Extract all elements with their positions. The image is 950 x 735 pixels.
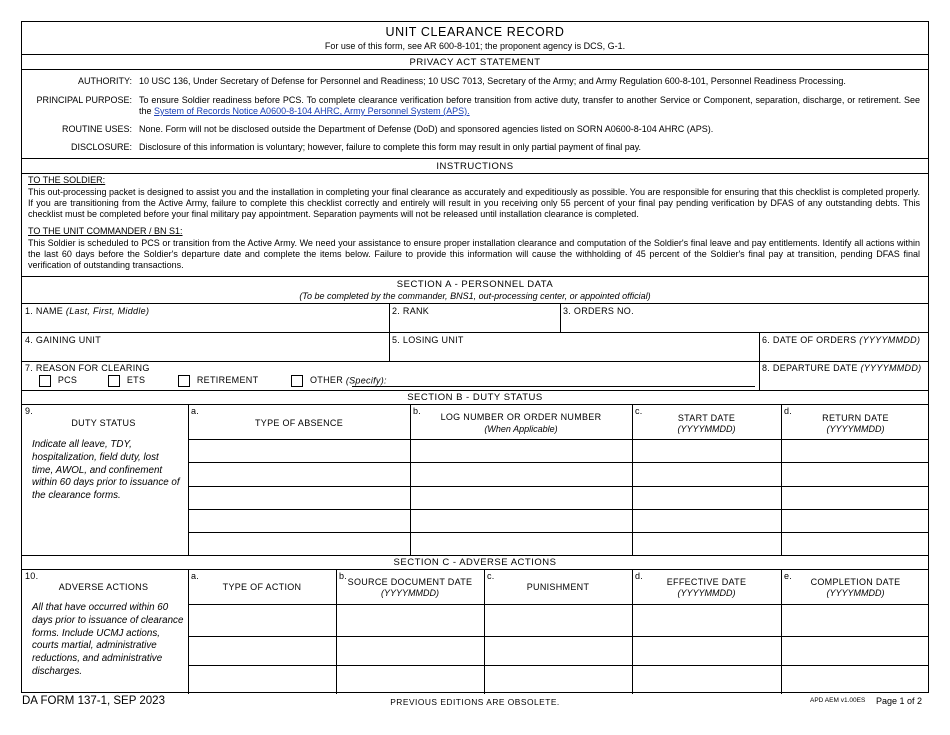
section-a-header: SECTION A - PERSONNEL DATA	[396, 279, 554, 290]
departure-date-field[interactable]	[762, 375, 924, 389]
divider	[22, 158, 928, 159]
divider	[22, 54, 928, 55]
disclosure-text: Disclosure of this information is voluntary; however, failure to complete this form may result in only partial payment of final pay.	[139, 142, 642, 152]
start-date-hint: (YYYYMMDD)	[677, 424, 736, 434]
section-a-subheader: (To be completed by the commander, BNS1, out-processing center, or appointed official)	[299, 291, 651, 301]
col-letter: c.	[487, 571, 495, 581]
duty-status-title: DUTY STATUS	[71, 418, 136, 428]
duty-num: 9.	[25, 406, 34, 416]
effective-date-hint: (YYYYMMDD)	[677, 588, 736, 598]
form-frame	[21, 21, 929, 693]
footer-form-id: DA FORM 137-1, SEP 2023	[22, 695, 165, 707]
pcs-checkbox[interactable]	[39, 375, 51, 387]
type-of-action-header: TYPE OF ACTION	[222, 582, 302, 592]
adverse-actions-note: All that have occurred within 60 days prior to issuance of clearance forms. Include UCMJ actions, courts martial, administrative reductions, and administrative discharges.	[32, 602, 184, 677]
divider	[22, 276, 928, 277]
commander-text: This Soldier is scheduled to PCS or transition from the Active Army. We need your assistance to ensure proper installation clearance and computation of the Soldier's final leave and pay entitlements. Identify all actions within the last 60 days before the Soldier's departure date and complete the items below. Failure to provide this information will cause the withholding of 45 percent of the Soldier's final pay at transition, pending DFAS final verification of outstanding transactions.	[28, 238, 920, 270]
log-number-header: LOG NUMBER OR ORDER NUMBER	[440, 412, 602, 422]
col-letter: d.	[635, 571, 644, 581]
instructions-header: INSTRUCTIONS	[436, 161, 514, 172]
divider	[22, 404, 928, 405]
adverse-actions-title: ADVERSE ACTIONS	[58, 582, 149, 592]
footer-obsolete: PREVIOUS EDITIONS ARE OBSOLETE.	[390, 697, 560, 707]
divider	[22, 361, 928, 362]
section-b-header: SECTION B - DUTY STATUS	[407, 392, 543, 403]
source-doc-date-hint: (YYYYMMDD)	[381, 588, 439, 598]
col-letter: a.	[191, 406, 200, 416]
effective-date-header: EFFECTIVE DATE	[666, 577, 747, 587]
retirement-checkbox[interactable]	[178, 375, 190, 387]
divider	[22, 69, 928, 70]
pcs-label: PCS	[57, 375, 78, 386]
soldier-text: This out-processing packet is designed to assist you and the installation in completing your final clearance as accurately and expeditiously as possible. You are responsible for ensuring that this checklist is completed properly. If you are transitioning from the Active Army, failure to complete this checklist correctly and entirely will result in you receiving only 55 percent of your final pay pending verification by DFAS of any outstanding debts. This checklist must be completed before your final military pay appointment. Separation payments will not be released until installation clearance is completed.	[28, 187, 920, 219]
col-letter: d.	[784, 406, 793, 416]
other-specify-field[interactable]	[352, 386, 755, 387]
other-hint: (Specify):	[345, 375, 387, 386]
footer-page: Page 1 of 2	[876, 696, 923, 706]
divider	[22, 173, 928, 174]
completion-date-hint: (YYYYMMDD)	[826, 588, 885, 598]
punishment-header: PUNISHMENT	[526, 582, 590, 592]
source-doc-date-header: SOURCE DOCUMENT DATE	[347, 577, 473, 587]
adverse-actions-table-body[interactable]	[189, 605, 930, 693]
orders-no-field[interactable]	[563, 318, 923, 332]
ets-label: ETS	[126, 375, 146, 386]
completion-date-header: COMPLETION DATE	[810, 577, 901, 587]
commander-heading: TO THE UNIT COMMANDER / BN S1:	[28, 226, 183, 236]
divider	[22, 569, 928, 570]
name-label: 1. NAME (Last, First, Middle)	[25, 306, 150, 316]
return-date-header: RETURN DATE	[822, 413, 889, 423]
purpose-label: PRINCIPAL PURPOSE:	[36, 95, 132, 105]
gaining-unit-field[interactable]	[26, 347, 386, 361]
duty-status-note: Indicate all leave, TDY, hospitalization, field duty, lost time, AWOL, and confinement within 60 days prior to issuance of the clearance forms.	[32, 439, 180, 502]
routine-label: ROUTINE USES:	[61, 124, 132, 134]
sorn-link[interactable]: System of Records Notice A0600-8-104 AHRC, Army Personnel System (APS).	[154, 105, 470, 116]
log-number-hint: (When Applicable)	[484, 424, 558, 434]
disclosure-label: DISCLOSURE:	[70, 142, 132, 152]
orders-no-label: 3. ORDERS NO.	[563, 306, 634, 316]
return-date-hint: (YYYYMMDD)	[826, 424, 885, 434]
adverse-num: 10.	[25, 571, 39, 581]
col-letter: b.	[413, 406, 422, 416]
type-of-absence-header: TYPE OF ABSENCE	[254, 418, 344, 428]
rank-field[interactable]	[392, 318, 557, 332]
duty-status-table-body[interactable]	[189, 440, 930, 554]
date-of-orders-label: 6. DATE OF ORDERS (YYYYMMDD)	[762, 335, 921, 345]
divider	[22, 555, 928, 556]
rank-label: 2. RANK	[392, 306, 430, 316]
soldier-heading: TO THE SOLDIER:	[28, 175, 106, 185]
name-field[interactable]	[26, 318, 386, 332]
privacy-header: PRIVACY ACT STATEMENT	[409, 57, 541, 68]
section-c-header: SECTION C - ADVERSE ACTIONS	[393, 557, 557, 568]
gaining-unit-label: 4. GAINING UNIT	[25, 335, 102, 345]
form-subtitle: For use of this form, see AR 600-8-101; the proponent agency is DCS, G-1.	[324, 41, 626, 51]
authority-text: 10 USC 136, Under Secretary of Defense for Personnel and Readiness; 10 USC 7013, Secretary of the Army; and Army Regulation 600-8-101, Personnel Readiness Processing.	[139, 76, 846, 86]
divider	[22, 332, 928, 333]
col-letter: a.	[191, 571, 200, 581]
losing-unit-label: 5. LOSING UNIT	[392, 335, 464, 345]
date-of-orders-field[interactable]	[762, 347, 924, 361]
reason-options	[39, 375, 387, 387]
other-checkbox[interactable]	[291, 375, 303, 387]
start-date-header: START DATE	[677, 413, 736, 423]
departure-date-label: 8. DEPARTURE DATE (YYYYMMDD)	[762, 363, 922, 373]
ets-checkbox[interactable]	[108, 375, 120, 387]
purpose-text: To ensure Soldier readiness before PCS. To complete clearance verification before transition from active duty, transfer to another Service or Component, separation, discharge, or retirement. See the System of Records Notice A0600-8-104 AHRC, Army Personnel System (APS).	[139, 95, 920, 116]
authority-label: AUTHORITY:	[77, 76, 132, 86]
divider	[22, 390, 928, 391]
form-title: UNIT CLEARANCE RECORD	[385, 25, 565, 39]
losing-unit-field[interactable]	[392, 347, 757, 361]
col-letter: c.	[635, 406, 643, 416]
reason-label: 7. REASON FOR CLEARING	[25, 363, 150, 373]
footer-version: APD AEM v1.00ES	[810, 697, 866, 704]
col-letter: b.	[339, 571, 348, 581]
other-label: OTHER	[310, 375, 343, 386]
routine-text: None. Form will not be disclosed outside the Department of Defense (DoD) and sponsored agencies listed on SORN A0600-8-104 AHRC (APS).	[139, 124, 714, 134]
col-letter: e.	[784, 571, 793, 581]
retirement-label: RETIREMENT	[196, 375, 259, 386]
divider	[22, 303, 928, 304]
